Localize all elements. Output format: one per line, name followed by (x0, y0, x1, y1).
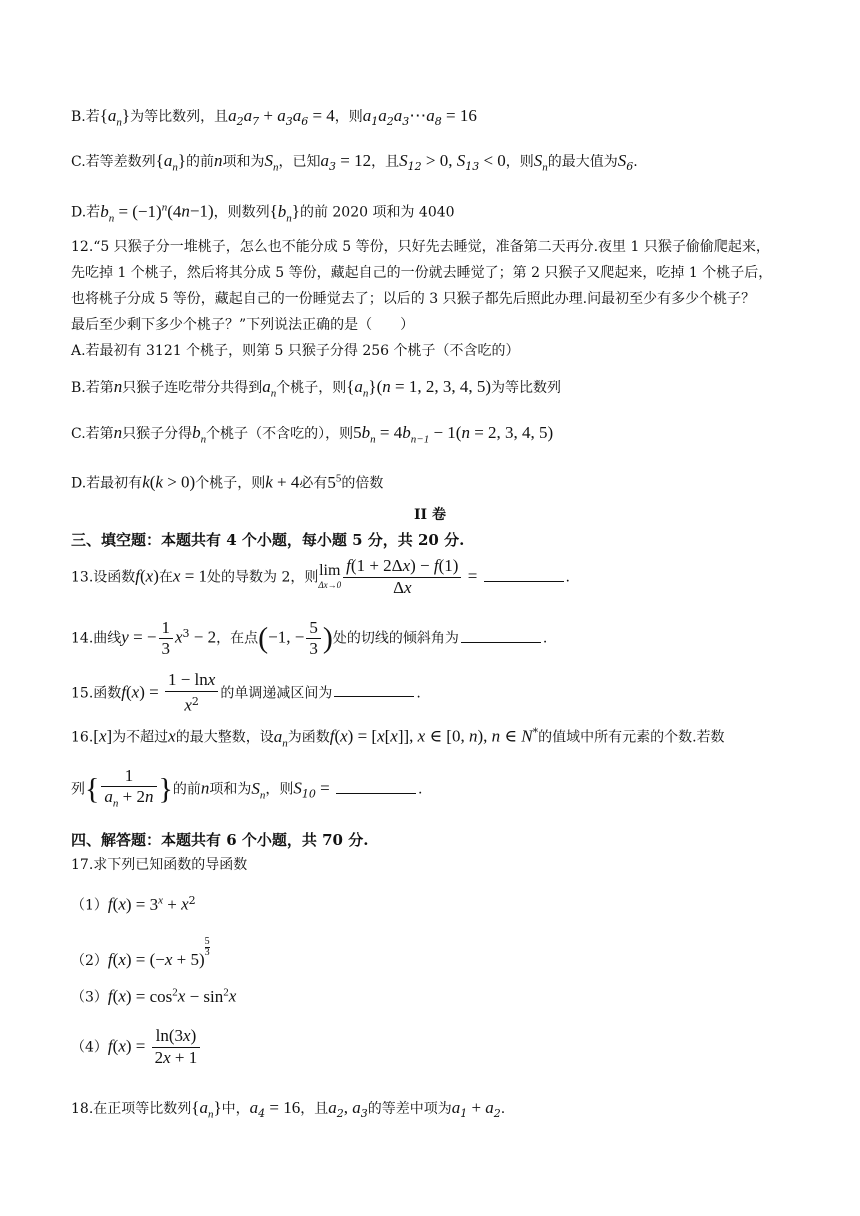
q16-line-1: 16.[x]为不超过x的最大整数，设$a_n$为函数f(x) = [x[x]], x ∈ [0, n), n ∈ N*的值域中所有元素的个数.若数 (71, 726, 725, 750)
q12-stem-line-2: 先吃掉 1 个桃子，然后将其分成 5 等份，藏起自己的一份就去睡觉了；第 2 只猴子又爬起来，吃掉 1 个桃子后， (71, 265, 773, 281)
q12-stem-line-1: 12.“5 只猴子分一堆桃子，怎么也不能分成 5 等份，只好先去睡觉，准备第二天再分.夜里 1 只猴子偷偷爬起来， (71, 239, 770, 255)
q12-stem-line-4: 最后至少剩下多少个桃子？”下列说法正确的是（ ） (71, 317, 415, 333)
q12-stem-line-3: 也将桃子分成 5 等份，藏起自己的一份睡觉去了；以后的 3 只猴子都先后照此办理.问最初至少有多少个桃子？ (71, 291, 756, 307)
q11-option-d: D.若$b_n = (-1)^n(4n-1)$，则数列$\{b_n\}$的前 2020 项和为 4040 (71, 201, 455, 225)
q17-part-1: $(1)f(x) = 3^x + x^2$ (71, 894, 196, 914)
section3-title: 三、填空题：本题共有 4 个小题，每小题 5 分，共 20 分. (71, 531, 465, 549)
q12-option-a: A.若最初有 3121 个桃子，则第 5 只猴子分得 256 个桃子（不含吃的） (71, 343, 520, 359)
q15: 15.函数f(x) = $\frac{1 - \ln x}{x^2}$ 的单调递减区间为 . (71, 670, 421, 715)
q16-line-2: 列{ $\frac{1}{a_n + 2n}$ }的前n项和为$S_n$，则$S_{10}$ = . (71, 766, 423, 810)
q17-part-4: （4）f(x) = $\frac{\ln(3x)}{2x + 1}$ (71, 1026, 202, 1069)
q12-option-b: B.若第n只猴子连吃带分共得到$a_n$个桃子，则$\{a_n\}(n = 1$, 2, 3, 4, 5)为等比数列 (71, 377, 561, 400)
section4-title: 四、解答题：本题共有 6 个小题，共 70 分. (71, 831, 369, 849)
q17-stem: 17.求下列已知函数的导函数 (71, 857, 248, 873)
q11-option-c: C.若等差数列$\{a_n\}$的前n项和为$S_n$，已知$a_3 = 12$，且$S_{12} > 0$, $S_{13} < 0$，则$S_n$的最大值为$S_6$. (71, 151, 638, 174)
q17-part-2: （2）f(x) = (−x + 5) $\frac{5}{3}$ (71, 936, 210, 969)
q14: 14.曲线y = − $\frac{1}{3}$ $x^3 - 2$，在点(−1, − $\frac{5}{3}$ )处的切线的倾斜角为 . (71, 618, 548, 659)
q13: 13.设函数f(x)在x = 1处的导数为 2，则 lim Δx→0 $\frac{f(1 + 2\Delta x) - f(1)}{\Delta x}$ = . (71, 556, 570, 597)
q11-option-b: B.若$\{a_n\}$为等比数列，且$a_2a_7 + a_3a_6 = 4$，则$a_1a_2a_3\cdots a_8 = 16$ (71, 106, 477, 129)
q12-option-c: C.若第n只猴子分得$b_n$个桃子（不含吃的），则$5b_n = 4b_{n-1} - 1(n = 2$, 3, 4, 5) (71, 423, 554, 446)
part2-title: II 卷 (414, 507, 446, 523)
q12-option-d: D.若最初有k(k > 0)个桃子，则k + 4必有$5^5$的倍数 (71, 472, 384, 492)
q17-part-3: $(3)f(x) = \cos^2x - \sin^2x$ (71, 986, 237, 1006)
q18: 18.在正项等比数列$\{a_n\}$中，$a_4 = 16$，且$a_2$, $a_3$的等差中项为$a_1 + a_2$. (71, 1098, 506, 1121)
